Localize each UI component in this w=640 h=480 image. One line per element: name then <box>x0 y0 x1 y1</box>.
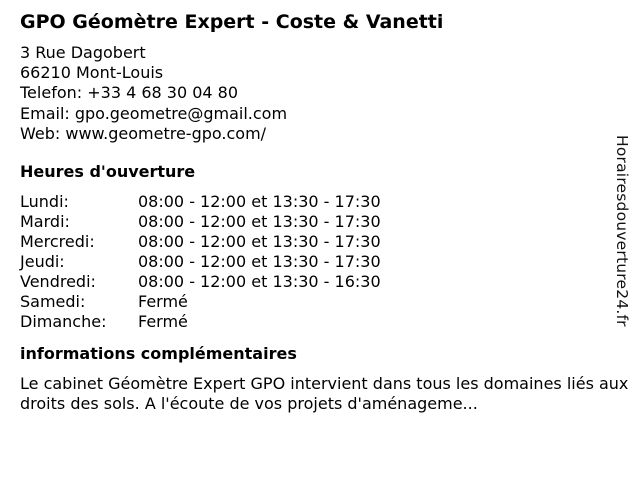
hours-row-friday <box>20 272 632 292</box>
phone-line: Telefon: +33 4 68 30 04 80 <box>20 83 239 103</box>
day-label: Mardi: <box>20 212 70 232</box>
business-name: GPO Géomètre Expert - Coste & Vanetti <box>20 11 444 33</box>
website-line: Web: www.geometre-gpo.com/ <box>20 123 267 143</box>
hours-row-sunday <box>20 312 632 332</box>
day-label: Samedi: <box>20 292 86 312</box>
day-hours: 08:00 - 12:00 et 13:30 - 17:30 <box>138 212 381 232</box>
day-hours: Fermé <box>138 312 188 332</box>
hours-row-wednesday <box>20 232 632 252</box>
day-hours: 08:00 - 12:00 et 13:30 - 17:30 <box>138 232 381 252</box>
day-hours: Fermé <box>138 292 188 312</box>
day-hours: 08:00 - 12:00 et 13:30 - 17:30 <box>138 192 381 212</box>
hours-row-thursday <box>20 252 632 272</box>
day-label: Vendredi: <box>20 272 96 292</box>
contact-block <box>20 43 632 144</box>
email-line: Email: gpo.geometre@gmail.com <box>20 103 288 123</box>
business-card <box>20 8 632 414</box>
day-hours: 08:00 - 12:00 et 13:30 - 17:30 <box>138 252 381 272</box>
day-label: Jeudi: <box>20 252 65 272</box>
opening-hours-heading: Heures d'ouverture <box>20 162 196 182</box>
additional-info-heading: informations complémentaires <box>20 344 297 364</box>
hours-row-saturday <box>20 292 632 312</box>
hours-row-tuesday <box>20 212 632 232</box>
city-postcode: 66210 Mont-Louis <box>20 63 164 83</box>
site-watermark: Horairesdouverture24.fr <box>613 135 631 327</box>
street-address: 3 Rue Dagobert <box>20 43 146 62</box>
hours-row-monday <box>20 192 632 212</box>
additional-info-text: Le cabinet Géomètre Expert GPO intervient dans tous les domaines liés aux droits des sols. A l'écoute de vos projets d'aménageme... <box>20 374 629 414</box>
day-label: Dimanche: <box>20 312 107 332</box>
day-label: Lundi: <box>20 192 69 212</box>
day-hours: 08:00 - 12:00 et 13:30 - 16:30 <box>138 272 381 292</box>
day-label: Mercredi: <box>20 232 95 252</box>
opening-hours-table <box>20 192 632 332</box>
